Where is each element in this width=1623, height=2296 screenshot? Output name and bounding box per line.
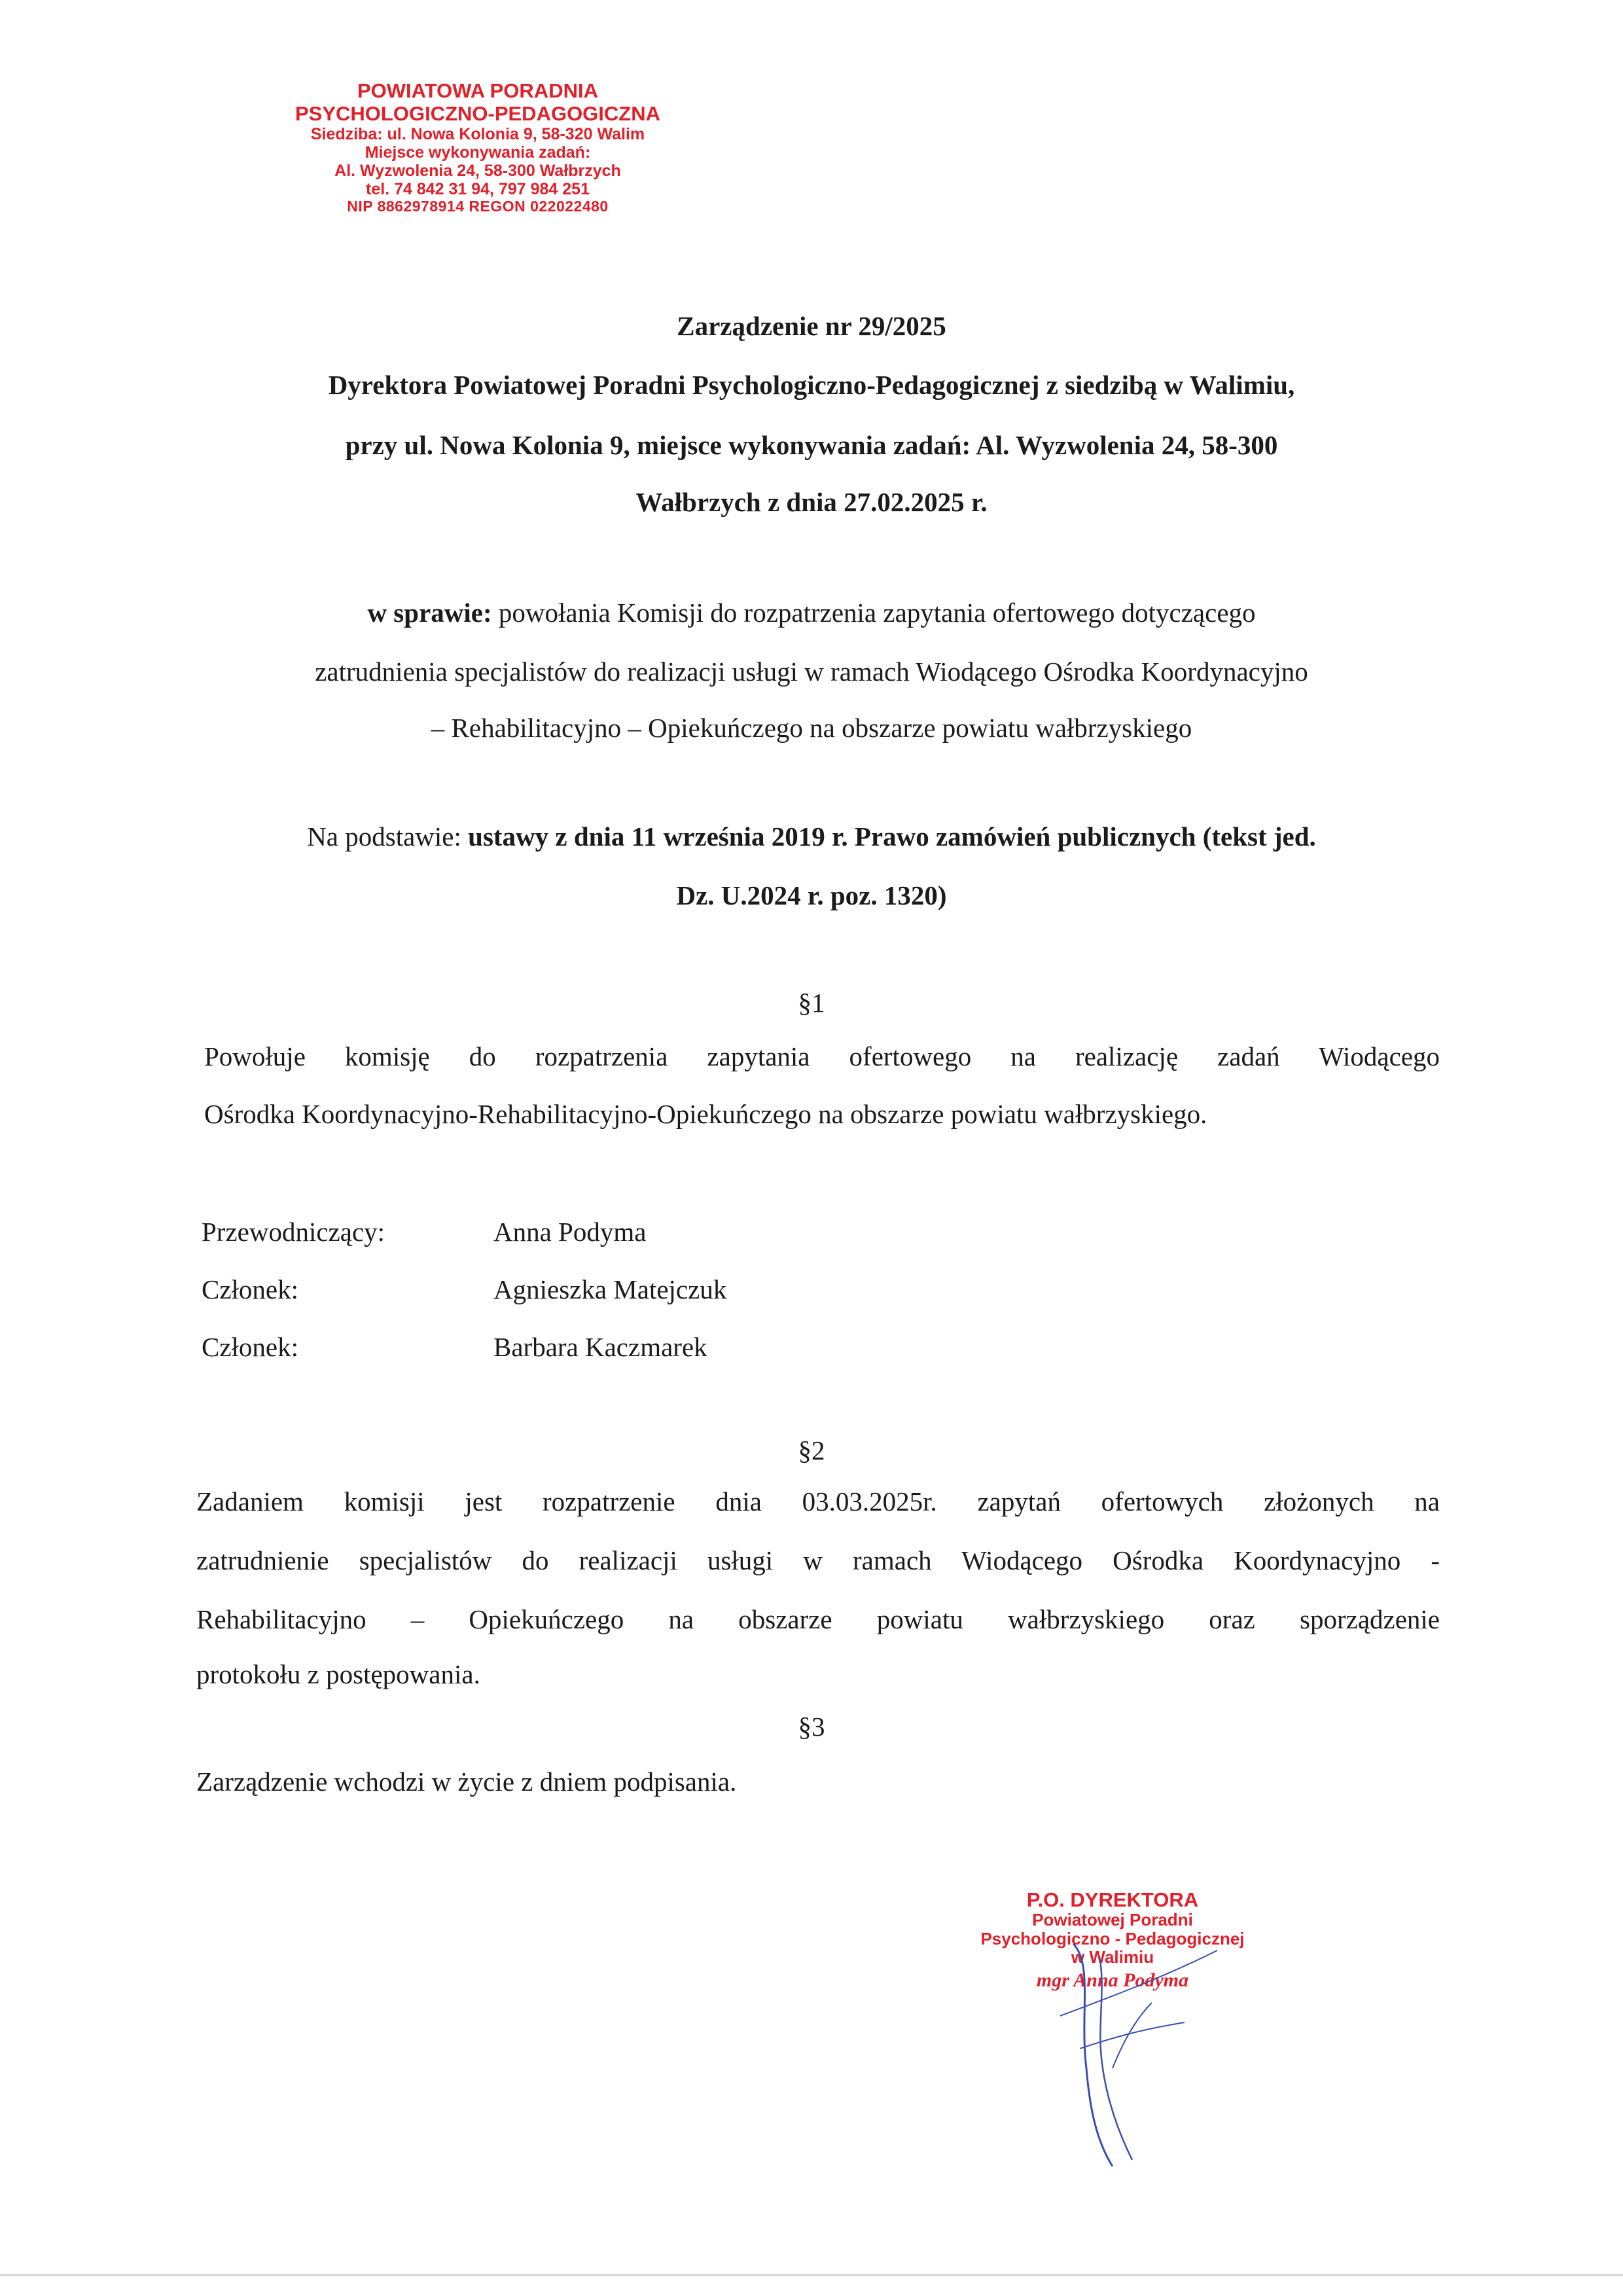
- sig-stamp-line-1: P.O. DYREKTORA: [1026, 1888, 1199, 1911]
- section-1-heading: §1: [798, 988, 825, 1018]
- handwritten-signature: [1034, 1937, 1243, 2179]
- stamp-line-3: Siedziba: ul. Nowa Kolonia 9, 58-320 Walim: [310, 125, 645, 144]
- stamp-line-7: NIP 8862978914 REGON 022022480: [347, 198, 609, 215]
- stamp-line-2: PSYCHOLOGICZNO-PEDAGOGICZNA: [294, 101, 660, 125]
- member-name: Agnieszka Matejczuk: [493, 1274, 727, 1304]
- subject-line-2: zatrudnienia specjalistów do realizacji usługi w ramach Wiodącego Ośrodka Koordynacyjno: [315, 656, 1308, 687]
- section-2-heading: §2: [798, 1435, 825, 1465]
- member-name: Barbara Kaczmarek: [493, 1332, 707, 1362]
- basis-label: Na podstawie:: [307, 821, 461, 852]
- stamp-line-1: POWIATOWA PORADNIA: [357, 79, 598, 102]
- section-2-line-2: zatrudnienie specjalistów do realizacji usługi w ramach Wiodącego Ośrodka Koordynacyjno -: [196, 1545, 1440, 1575]
- member-role: Członek:: [202, 1274, 299, 1304]
- stamp-line-5: Al. Wyzwolenia 24, 58-300 Wałbrzych: [334, 162, 621, 181]
- member-role: Członek:: [202, 1332, 299, 1362]
- member-role: Przewodniczący:: [202, 1217, 385, 1247]
- sig-stamp-line-2: Powiatowej Poradni: [1032, 1910, 1193, 1930]
- sig-stamp-line-4: w Walimiu: [1071, 1946, 1154, 1967]
- section-1-line-1: Powołuje komisję do rozpatrzenia zapytania ofertowego na realizację zadań Wiodącego: [204, 1041, 1440, 1071]
- document-subtitle-2: przy ul. Nowa Kolonia 9, miejsce wykonywania zadań: Al. Wyzwolenia 24, 58-300: [345, 430, 1278, 460]
- document-title: Zarządzenie nr 29/2025: [677, 311, 946, 341]
- basis-text-1: ustawy z dnia 11 września 2019 r. Prawo zamówień publicznych (tekst jed.: [468, 821, 1316, 852]
- member-name: Anna Podyma: [493, 1217, 647, 1247]
- sig-stamp-line-5: mgr Anna Podyma: [1036, 1969, 1189, 1991]
- member-row: [202, 1318, 726, 1376]
- document-subtitle-3: Wałbrzych z dnia 27.02.2025 r.: [635, 487, 988, 517]
- section-1-line-2: Ośrodka Koordynacyjno-Rehabilitacyjno-Opiekuńczego na obszarze powiatu wałbrzyskiego.: [204, 1099, 1207, 1129]
- bottom-scan-line: [0, 2274, 1623, 2276]
- subject-label: w sprawie:: [367, 598, 492, 628]
- section-2-line-4: protokołu z postępowania.: [196, 1659, 480, 1689]
- section-3-line-1: Zarządzenie wchodzi w życie z dniem podpisania.: [196, 1767, 737, 1797]
- subject-line-3: – Rehabilitacyjno – Opiekuńczego na obszarze powiatu wałbrzyskiego: [431, 713, 1192, 743]
- stamp-line-4: Miejsce wykonywania zadań:: [365, 143, 591, 162]
- subject-line-1: [0, 597, 1623, 628]
- committee-members: [202, 1203, 726, 1376]
- document-subtitle-1: Dyrektora Powiatowej Poradni Psychologiczno-Pedagogicznej z siedzibą w Walimiu,: [328, 370, 1295, 400]
- member-row: [202, 1261, 726, 1318]
- basis-line-2: Dz. U.2024 r. poz. 1320): [676, 880, 947, 910]
- section-2-line-3: Rehabilitacyjno – Opiekuńczego na obszarze powiatu wałbrzyskiego oraz sporządzenie: [196, 1604, 1440, 1634]
- institution-stamp: [249, 80, 707, 215]
- basis-line-1: [0, 821, 1623, 852]
- section-3-heading: §3: [798, 1712, 825, 1742]
- member-row: [202, 1203, 726, 1261]
- section-2-line-1: Zadaniem komisji jest rozpatrzenie dnia 03.03.2025r. zapytań ofertowych złożonych na: [196, 1486, 1440, 1516]
- subject-text-1: powołania Komisji do rozpatrzenia zapytania ofertowego dotyczącego: [498, 598, 1256, 628]
- sig-stamp-line-3: Psychologiczno - Pedagogicznej: [980, 1928, 1245, 1948]
- stamp-line-6: tel. 74 842 31 94, 797 984 251: [366, 180, 590, 199]
